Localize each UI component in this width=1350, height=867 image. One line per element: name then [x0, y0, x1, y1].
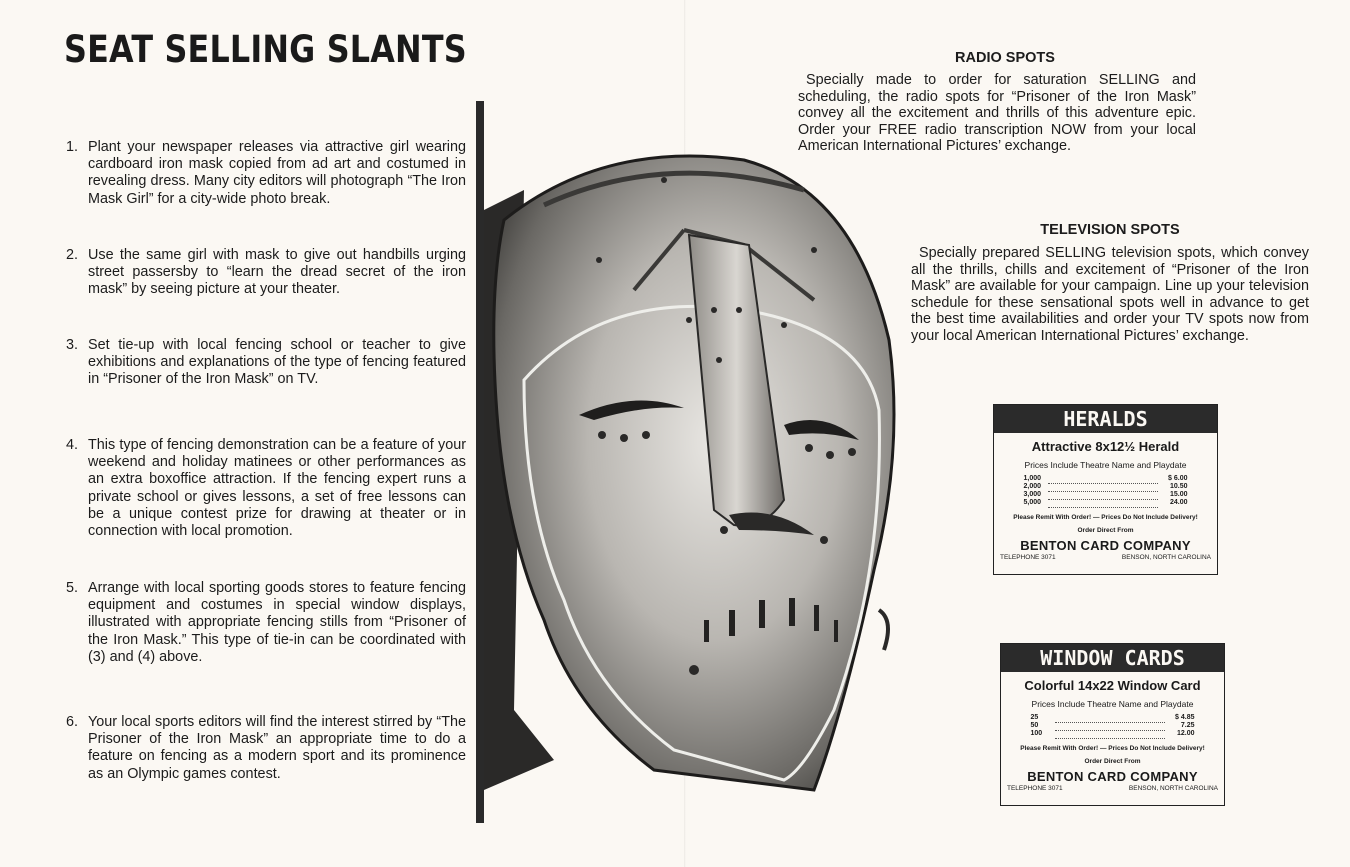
- tip-number: 2.: [66, 247, 79, 263]
- iron-mask-photo: [484, 150, 904, 800]
- tip-item-3: [66, 337, 466, 389]
- heralds-remit: Please Remit With Order! — Prices Do Not Include Delivery!: [1013, 513, 1198, 521]
- price-value: 10.50: [1169, 483, 1188, 490]
- price-qty: 1,000: [1023, 475, 1042, 482]
- heralds-price-table: [1024, 475, 1188, 508]
- tip-text: Use the same girl with mask to give out handbills urging street passersby to “learn the dread secret of the iron mask” by seeing picture at your theater.: [88, 247, 466, 298]
- tip-item-1: [66, 139, 466, 208]
- heralds-note: Prices Include Theatre Name and Playdate: [1024, 460, 1187, 470]
- price-row: [1024, 475, 1188, 483]
- price-value: 7.25: [1180, 722, 1195, 729]
- price-qty: 3,000: [1023, 491, 1042, 498]
- tip-text: Set tie-up with local fencing school or teacher to give exhibitions and explanations of the type of fencing featured in “Prisoner of the Iron Mask” on TV.: [88, 337, 466, 388]
- price-qty: 100: [1030, 730, 1043, 737]
- window-cards-phone: TELEPHONE 3071: [1007, 784, 1063, 792]
- price-row: [1024, 483, 1188, 491]
- heralds-order: Order Direct From: [1077, 526, 1134, 534]
- vertical-rule: [476, 101, 484, 823]
- price-value: $ 6.00: [1168, 475, 1188, 482]
- tip-text: Plant your newspaper releases via attractive girl wearing cardboard iron mask copied from ad art and costumed in revealing dress. Many city editors will photograph “The Iron Mask Girl” for a city-wide photo break.: [88, 139, 466, 207]
- price-row: [1024, 499, 1188, 507]
- price-qty: 25: [1030, 714, 1039, 721]
- window-cards-remit: Please Remit With Order! — Prices Do Not Include Delivery!: [1020, 744, 1205, 752]
- price-value: 15.00: [1169, 491, 1188, 498]
- page-title: SEAT SELLING SLANTS: [64, 28, 467, 71]
- tip-number: 5.: [66, 580, 79, 596]
- price-row: [1031, 730, 1195, 738]
- heralds-footer: [994, 553, 1217, 561]
- window-cards-order: Order Direct From: [1084, 757, 1141, 765]
- window-cards-company: BENTON CARD COMPANY: [1027, 768, 1198, 784]
- price-value: 24.00: [1169, 499, 1188, 506]
- heralds-phone: TELEPHONE 3071: [1000, 553, 1056, 561]
- price-value: $ 4.85: [1175, 714, 1195, 721]
- television-spots-heading: TELEVISION SPOTS: [1040, 222, 1180, 238]
- tip-item-6: [66, 714, 466, 783]
- heralds-header: HERALDS: [994, 405, 1217, 433]
- window-cards-subtitle: Colorful 14x22 Window Card: [1024, 678, 1201, 693]
- window-cards-note: Prices Include Theatre Name and Playdate: [1031, 699, 1194, 709]
- tip-text: This type of fencing demonstration can be a feature of your weekend and holiday matinees or other performances as an extra boxoffice attraction. If the fencing expert runs a private school or gives lessons, a set of free lessons can be a unique contest prize for drawing at theater or in connection with local promotion.: [88, 437, 466, 540]
- tip-text: Your local sports editors will find the interest stirred by “The Prisoner of the Iron Mask” an appropriate time to do a feature on fencing as a modern sport and its prominence as an Olympic games contest.: [88, 714, 466, 782]
- price-qty: 50: [1030, 722, 1039, 729]
- tip-number: 4.: [66, 437, 79, 453]
- tip-item-5: [66, 580, 466, 666]
- heralds-company: BENTON CARD COMPANY: [1020, 537, 1191, 553]
- radio-spots-text: Specially made to order for saturation SELLING and scheduling, the radio spots for “Prisoner of the Iron Mask” convey all the excitement and thrills of this adventure epic. Order your FREE radio transcription NOW from your local American International Pictures’ exchange.: [798, 72, 1196, 155]
- tip-number: 3.: [66, 337, 79, 353]
- window-cards-header: WINDOW CARDS: [1001, 644, 1224, 672]
- price-row: [1031, 722, 1195, 730]
- tip-item-2: [66, 247, 466, 299]
- price-row: [1031, 714, 1195, 722]
- price-qty: 5,000: [1023, 499, 1042, 506]
- window-cards-price-table: [1031, 714, 1195, 739]
- heralds-city: BENSON, NORTH CAROLINA: [1121, 553, 1211, 561]
- window-cards-city: BENSON, NORTH CAROLINA: [1128, 784, 1218, 792]
- tip-number: 1.: [66, 139, 79, 155]
- heralds-subtitle: Attractive 8x12½ Herald: [1031, 439, 1180, 454]
- tip-item-4: [66, 437, 466, 540]
- tip-text: Arrange with local sporting goods stores to feature fencing equipment and costumes in special window displays, illustrated with appropriate fencing stills from “Prisoner of the Iron Mask.” This type of tie-in can be coordinated with (3) and (4) above.: [88, 580, 466, 665]
- heralds-ad: [993, 404, 1218, 575]
- television-spots-text: Specially prepared SELLING television spots, which convey all the thrills, chills and excitement of “Prisoner of the Iron Mask” are available for your campaign. Line up your television schedule for these sensational spots well in advance to get the best time availabilities and order your TV spots now from your local American International Pictures’ exchange.: [911, 245, 1309, 344]
- price-row: [1024, 491, 1188, 499]
- price-value: 12.00: [1176, 730, 1195, 737]
- window-cards-footer: [1001, 784, 1224, 792]
- window-cards-ad: [1000, 643, 1225, 806]
- price-qty: 2,000: [1023, 483, 1042, 490]
- tip-number: 6.: [66, 714, 79, 730]
- radio-spots-heading: RADIO SPOTS: [955, 50, 1055, 66]
